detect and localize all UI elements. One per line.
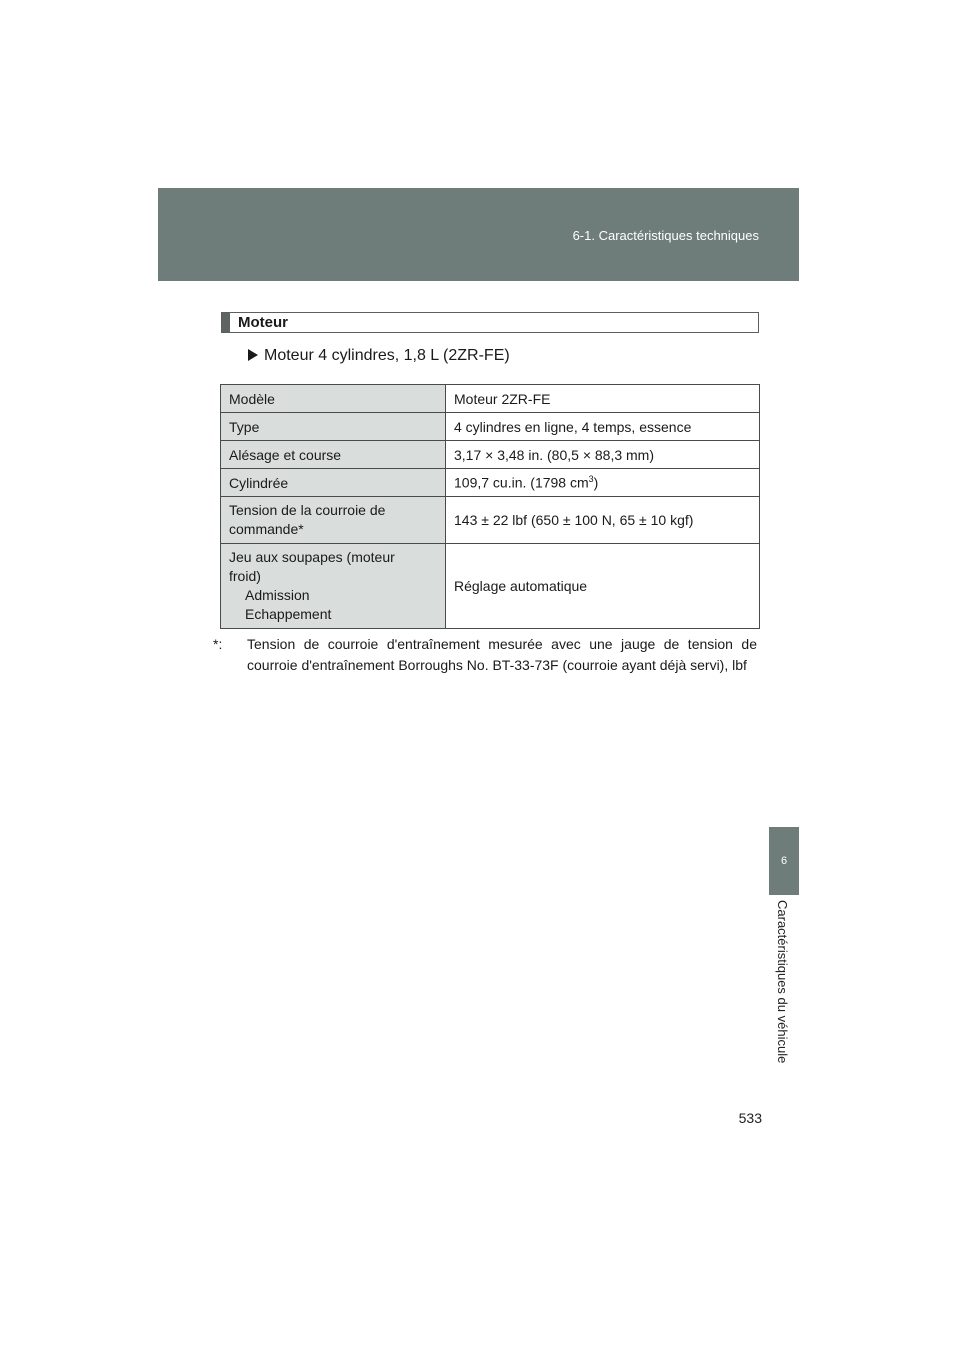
- spec-value: Réglage automatique: [446, 544, 760, 629]
- table-row: [221, 469, 760, 497]
- spec-key: [221, 497, 446, 544]
- spec-key-subline: Admission: [245, 587, 310, 603]
- footnote: [213, 634, 757, 676]
- spec-value-end: ): [593, 474, 599, 491]
- spec-key: Cylindrée: [221, 469, 446, 497]
- section-heading-bar: [222, 313, 230, 332]
- spec-value: 143 ± 22 lbf (650 ± 100 N, 65 ± 10 kgf): [446, 497, 760, 544]
- table-row: [221, 441, 760, 469]
- chapter-label: Caractéristiques du véhicule: [775, 900, 790, 1064]
- spec-key-line: Jeu aux soupapes (moteur: [229, 549, 395, 565]
- spec-key-line: froid): [229, 568, 261, 584]
- table-row: [221, 497, 760, 544]
- footnote-text: Tension de courroie d'entraînement mesurée avec une jauge de tension de courroie d'entraînement Borroughs No. BT-33-73F (courroie ayant déjà servi), lbf: [247, 636, 757, 673]
- spec-key-subline: Echappement: [245, 606, 332, 622]
- header-section-title: 6-1. Caractéristiques techniques: [572, 228, 759, 243]
- spec-value: [446, 469, 760, 497]
- spec-key-line: Tension de la courroie de: [229, 502, 386, 518]
- spec-value: Moteur 2ZR-FE: [446, 385, 760, 413]
- engine-subheading: [248, 347, 510, 365]
- spec-key: Alésage et course: [221, 441, 446, 469]
- chapter-tab: [769, 827, 799, 895]
- footnote-mark: *:: [213, 636, 223, 652]
- spec-value: 4 cylindres en ligne, 4 temps, essence: [446, 413, 760, 441]
- engine-subheading-text: Moteur 4 cylindres, 1,8 L (2ZR-FE): [264, 347, 510, 364]
- table-row: [221, 544, 760, 629]
- header-band: [158, 188, 799, 281]
- spec-value: 3,17 × 3,48 in. (80,5 × 88,3 mm): [446, 441, 760, 469]
- spec-key-line: commande*: [229, 521, 304, 537]
- spec-value-superscript: 3: [588, 474, 594, 485]
- table-row: [221, 413, 760, 441]
- page-number: 533: [738, 1110, 762, 1126]
- table-row: [221, 385, 760, 413]
- section-heading: [221, 312, 759, 333]
- spec-value-main: 109,7 cu.in. (1798 cm: [454, 474, 589, 491]
- spec-key: Type: [221, 413, 446, 441]
- engine-spec-table: [220, 384, 760, 629]
- spec-key: [221, 544, 446, 629]
- spec-key: Modèle: [221, 385, 446, 413]
- chapter-number: 6: [780, 855, 788, 867]
- triangle-bullet-icon: [248, 349, 258, 361]
- section-heading-title: Moteur: [238, 314, 288, 331]
